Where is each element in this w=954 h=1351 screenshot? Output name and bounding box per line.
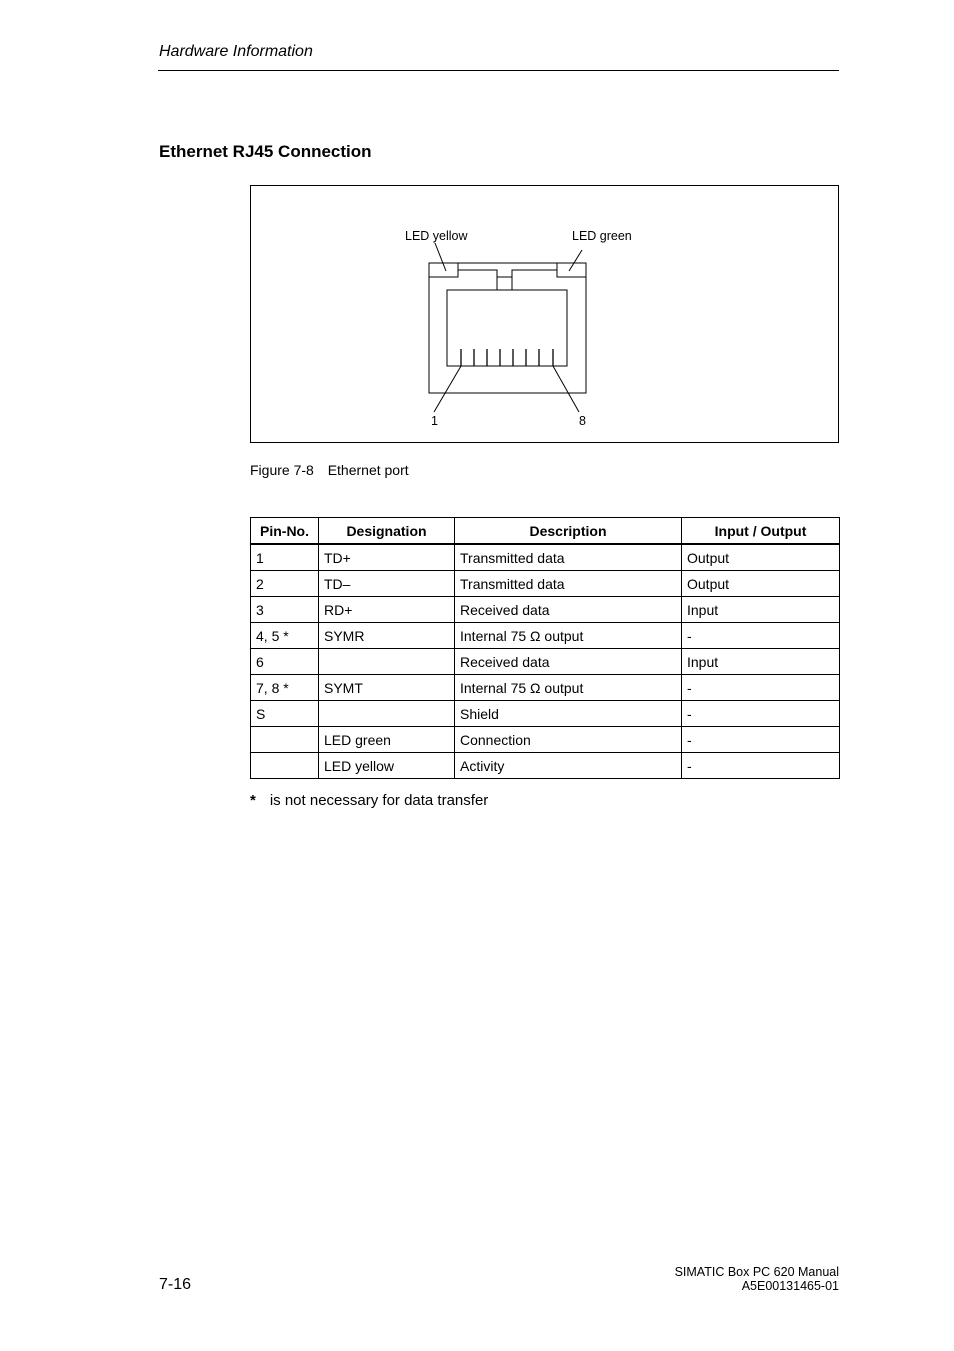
cell-designation: LED green: [319, 727, 455, 753]
footnote-marker: *: [250, 792, 256, 809]
col-header-description: Description: [455, 518, 682, 545]
label-pin-1: 1: [431, 414, 438, 428]
led-green-box: [557, 263, 586, 277]
figure-ethernet-port: [250, 185, 839, 443]
footer-info: [675, 1265, 839, 1293]
cell-designation: SYMR: [319, 623, 455, 649]
table-row: [251, 544, 840, 571]
cell-designation: SYMT: [319, 675, 455, 701]
label-pin-8: 8: [579, 414, 586, 428]
leader-led-yellow: [435, 243, 446, 271]
table-row: [251, 675, 840, 701]
cell-io: -: [682, 675, 840, 701]
cell-description: Internal 75 Ω output: [455, 623, 682, 649]
cell-designation: [319, 649, 455, 675]
cell-pin: 2: [251, 571, 319, 597]
cell-description: Received data: [455, 597, 682, 623]
page-number: 7-16: [159, 1276, 192, 1293]
table-row: [251, 571, 840, 597]
figure-number: Figure 7-8: [250, 462, 314, 478]
running-header: Hardware Information: [159, 43, 313, 60]
cell-designation: [319, 701, 455, 727]
rj45-diagram: [251, 186, 838, 442]
cell-pin: 7, 8 *: [251, 675, 319, 701]
cell-description: Connection: [455, 727, 682, 753]
cell-pin: [251, 727, 319, 753]
rj45-housing: [429, 263, 586, 393]
cell-pin: 3: [251, 597, 319, 623]
cell-description: Received data: [455, 649, 682, 675]
cell-io: -: [682, 727, 840, 753]
cell-io: Input: [682, 597, 840, 623]
col-header-pin: Pin-No.: [251, 518, 319, 545]
figure-caption-text: Ethernet port: [327, 462, 409, 478]
cell-designation: TD–: [319, 571, 455, 597]
section-title: Ethernet RJ45 Connection: [159, 142, 372, 161]
table-header-row: [251, 518, 840, 545]
header-rule: [158, 70, 839, 71]
table-footnote: [250, 792, 488, 809]
cell-io: Input: [682, 649, 840, 675]
manual-title: SIMATIC Box PC 620 Manual: [674, 1265, 839, 1279]
cell-io: -: [682, 701, 840, 727]
cell-io: Output: [682, 544, 840, 571]
figure-caption: [250, 462, 409, 478]
cell-description: Transmitted data: [455, 544, 682, 571]
cell-pin: S: [251, 701, 319, 727]
cell-description: Activity: [455, 753, 682, 779]
cell-pin: 1: [251, 544, 319, 571]
col-header-io: Input / Output: [682, 518, 840, 545]
label-led-green: LED green: [572, 229, 632, 243]
cell-pin: 6: [251, 649, 319, 675]
cell-pin: [251, 753, 319, 779]
cell-io: -: [682, 623, 840, 649]
table-row: [251, 753, 840, 779]
cell-io: -: [682, 753, 840, 779]
document-id: A5E00131465-01: [741, 1279, 839, 1293]
cell-description: Shield: [455, 701, 682, 727]
label-led-yellow: LED yellow: [405, 229, 468, 243]
cell-description: Transmitted data: [455, 571, 682, 597]
pin-assignment-table: [250, 517, 840, 779]
leader-pin-1: [434, 366, 461, 412]
cell-designation: RD+: [319, 597, 455, 623]
cell-io: Output: [682, 571, 840, 597]
rj45-top-edge: [458, 270, 557, 277]
table-row: [251, 649, 840, 675]
leader-pin-8: [553, 366, 579, 412]
table-row: [251, 597, 840, 623]
footnote-text: is not necessary for data transfer: [269, 792, 489, 809]
cell-designation: TD+: [319, 544, 455, 571]
cell-pin: 4, 5 *: [251, 623, 319, 649]
col-header-designation: Designation: [319, 518, 455, 545]
table-row: [251, 727, 840, 753]
leader-led-green: [569, 250, 582, 271]
table-row: [251, 623, 840, 649]
table-row: [251, 701, 840, 727]
cell-designation: LED yellow: [319, 753, 455, 779]
cell-description: Internal 75 Ω output: [455, 675, 682, 701]
rj45-socket: [447, 290, 567, 366]
